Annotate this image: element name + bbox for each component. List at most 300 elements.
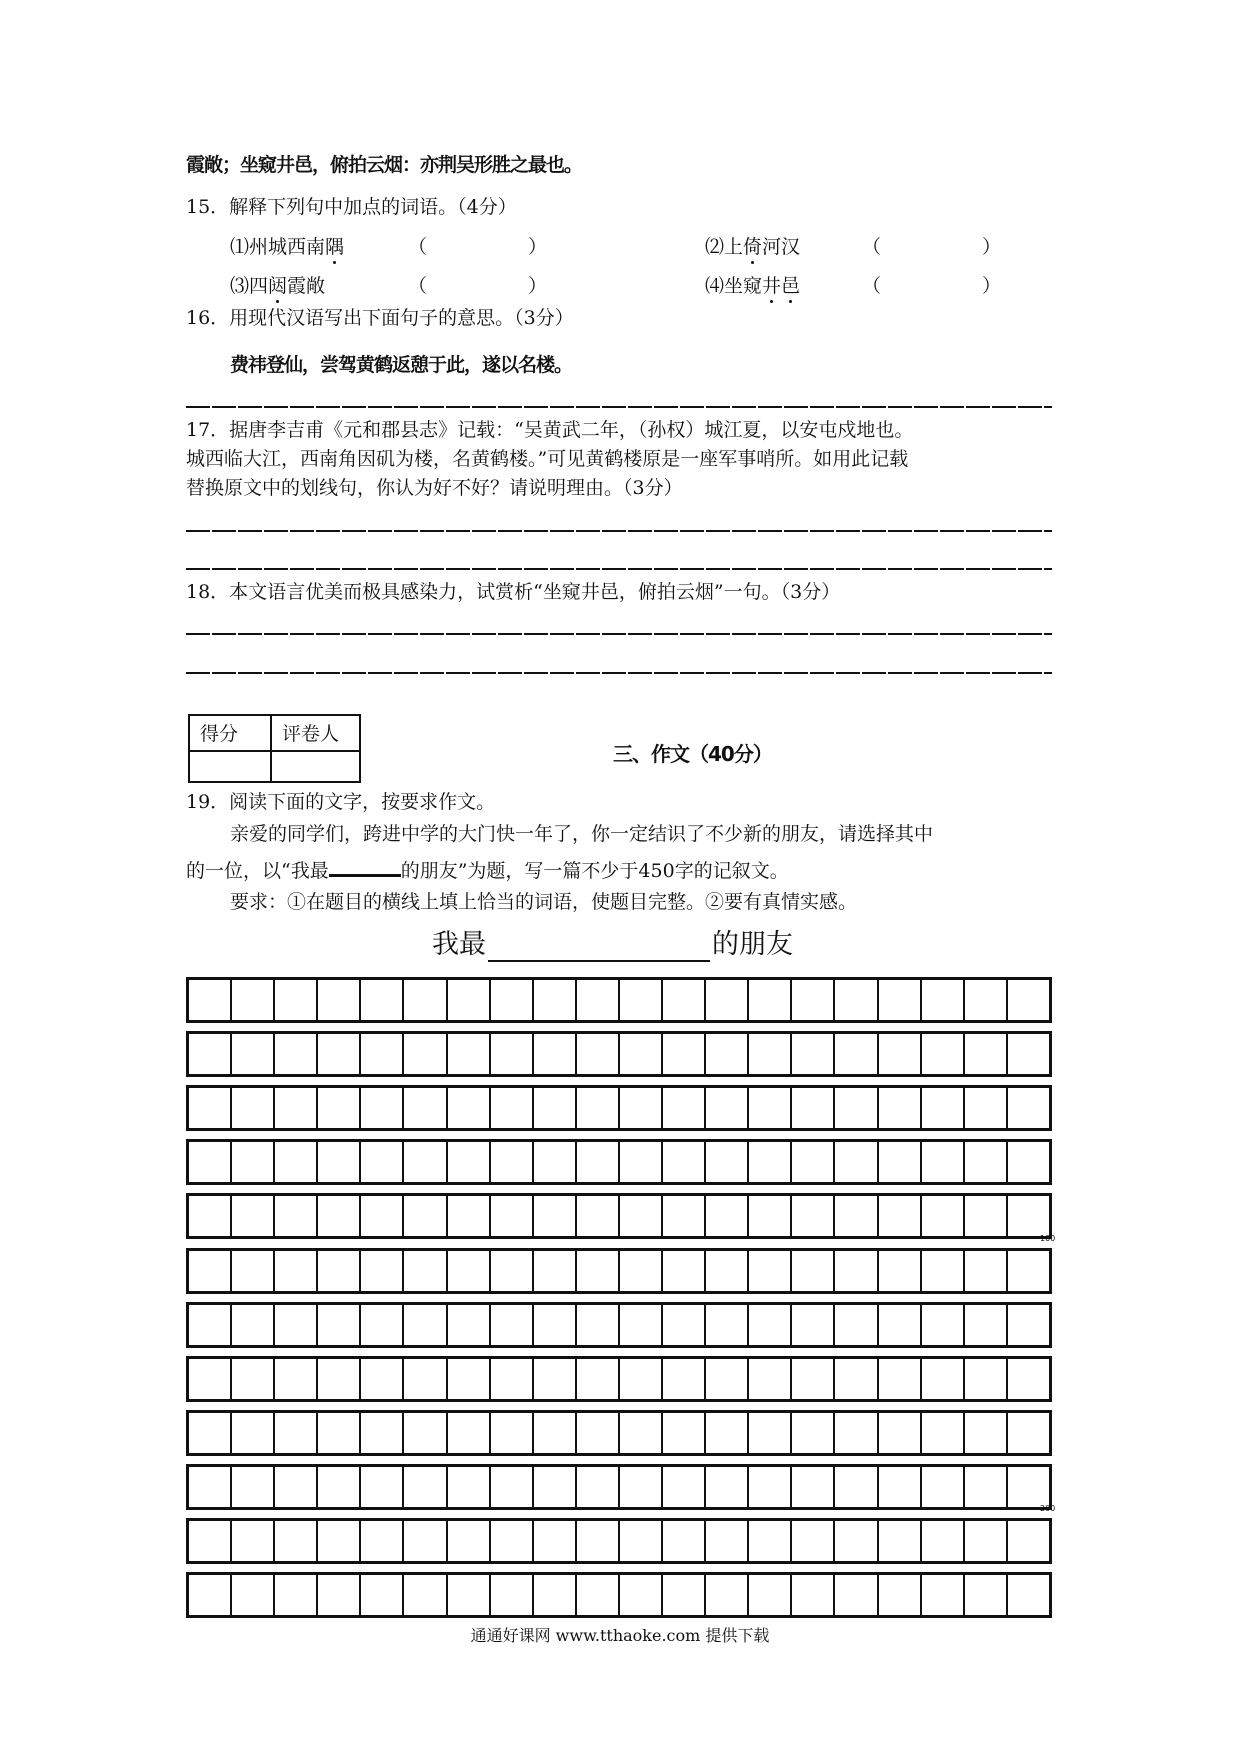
- grid-cell[interactable]: [792, 1196, 835, 1236]
- grid-cell[interactable]: [232, 1467, 275, 1507]
- q17-line-3: 替换原文中的划线句，你认为好不好？请说明理由。（3分）: [186, 477, 683, 499]
- grid-cell[interactable]: [835, 1251, 878, 1291]
- grid-cell[interactable]: [448, 1467, 491, 1507]
- grid-cell[interactable]: [706, 1305, 749, 1345]
- grid-cell[interactable]: [232, 1251, 275, 1291]
- grid-cell[interactable]: [965, 980, 1008, 1020]
- grid-cell[interactable]: [577, 1251, 620, 1291]
- q16-sentence: 费祎登仙，尝驾黄鹤返憩于此，遂以名楼。: [230, 354, 573, 376]
- grid-cell[interactable]: [706, 1413, 749, 1453]
- grid-cell[interactable]: [534, 1142, 577, 1182]
- grid-cell[interactable]: [965, 1251, 1008, 1291]
- footer-credit: 通通好课网 www.tthaoke.com 提供下载: [470, 1626, 770, 1645]
- grid-cell[interactable]: [448, 1575, 491, 1615]
- grid-cell[interactable]: [1008, 1521, 1049, 1561]
- grid-row: [186, 977, 1052, 1023]
- grid-cell[interactable]: [835, 1088, 878, 1128]
- grid-cell[interactable]: [706, 1034, 749, 1074]
- grid-cell[interactable]: [620, 980, 663, 1020]
- grid-cell[interactable]: [879, 1196, 922, 1236]
- q15-answer-4[interactable]: [884, 271, 979, 299]
- grid-cell[interactable]: [663, 1305, 706, 1345]
- essay-title-blank[interactable]: [488, 934, 710, 962]
- grid-cell[interactable]: [577, 1196, 620, 1236]
- grid-cell[interactable]: [620, 1521, 663, 1561]
- grid-cell[interactable]: [749, 1196, 792, 1236]
- grid-cell[interactable]: [922, 1575, 965, 1615]
- grid-cell[interactable]: [965, 1034, 1008, 1074]
- grid-cell[interactable]: [404, 1467, 447, 1507]
- grid-cell[interactable]: [835, 1196, 878, 1236]
- grid-cell[interactable]: [749, 1575, 792, 1615]
- grid-cell[interactable]: [404, 1034, 447, 1074]
- q15-item-4: [705, 274, 800, 298]
- grid-cell[interactable]: [189, 1575, 232, 1615]
- grid-cell[interactable]: [879, 1359, 922, 1399]
- grid-cell[interactable]: [620, 1196, 663, 1236]
- item-number: ⑶: [230, 275, 250, 297]
- grid-cell[interactable]: [1008, 1305, 1049, 1345]
- section-title: 三、作文（40分）: [613, 742, 772, 766]
- grid-cell[interactable]: [706, 1088, 749, 1128]
- grid-cell[interactable]: [620, 1088, 663, 1128]
- grid-cell[interactable]: [232, 1196, 275, 1236]
- grid-cell[interactable]: [361, 980, 404, 1020]
- q17-answer-line-1[interactable]: [186, 530, 1052, 532]
- grid-cell[interactable]: [879, 1467, 922, 1507]
- grid-cell[interactable]: [361, 1467, 404, 1507]
- grid-cell[interactable]: [835, 1034, 878, 1074]
- grid-cell[interactable]: [620, 1305, 663, 1345]
- grid-cell[interactable]: [706, 1251, 749, 1291]
- grid-cell[interactable]: [577, 1088, 620, 1128]
- grid-cell[interactable]: [835, 1521, 878, 1561]
- item-text: 上: [724, 236, 744, 258]
- emphasized-char: 倚: [743, 236, 763, 258]
- grid-cell[interactable]: [232, 1305, 275, 1345]
- grid-cell[interactable]: [275, 1575, 318, 1615]
- grid-cell[interactable]: [448, 1196, 491, 1236]
- grid-cell[interactable]: [534, 1196, 577, 1236]
- grid-cell[interactable]: [749, 1142, 792, 1182]
- grid-cell[interactable]: [922, 1413, 965, 1453]
- grid-cell[interactable]: [232, 1034, 275, 1074]
- grid-cell[interactable]: [879, 1088, 922, 1128]
- q19-requirement: 要求：①在题目的横线上填上恰当的词语，使题目完整。②要有真情实感。: [230, 891, 858, 913]
- grid-cell[interactable]: [620, 1575, 663, 1615]
- grid-cell[interactable]: [749, 1521, 792, 1561]
- grid-cell[interactable]: [706, 1467, 749, 1507]
- grid-cell[interactable]: [361, 1521, 404, 1561]
- grid-cell[interactable]: [491, 1196, 534, 1236]
- grid-cell[interactable]: [448, 1034, 491, 1074]
- grid-cell[interactable]: [965, 1575, 1008, 1615]
- grid-cell[interactable]: [361, 1088, 404, 1128]
- q16-answer-line[interactable]: [186, 406, 1052, 408]
- q18-answer-line-2[interactable]: [186, 672, 1052, 674]
- grid-cell[interactable]: [749, 1034, 792, 1074]
- grid-cell[interactable]: [361, 1034, 404, 1074]
- grid-cell[interactable]: [749, 1467, 792, 1507]
- essay-title-text: 的朋友: [712, 929, 793, 960]
- grid-cell[interactable]: [491, 1467, 534, 1507]
- grid-cell[interactable]: [835, 1413, 878, 1453]
- grid-cell[interactable]: [663, 1088, 706, 1128]
- grid-cell[interactable]: [1008, 1575, 1049, 1615]
- grid-cell[interactable]: [534, 1413, 577, 1453]
- grid-cell[interactable]: [792, 980, 835, 1020]
- grid-row: [186, 1139, 1052, 1185]
- grid-cell[interactable]: [491, 1521, 534, 1561]
- grid-cell[interactable]: [749, 1305, 792, 1345]
- grid-cell[interactable]: [275, 1467, 318, 1507]
- grid-cell[interactable]: [879, 980, 922, 1020]
- grid-row: [186, 1248, 1052, 1294]
- grid-cell[interactable]: [189, 980, 232, 1020]
- grid-cell[interactable]: [922, 1305, 965, 1345]
- grid-cell[interactable]: [792, 1359, 835, 1399]
- grid-cell[interactable]: [663, 1413, 706, 1453]
- grid-cell[interactable]: [534, 1088, 577, 1128]
- grid-cell[interactable]: [577, 1034, 620, 1074]
- score-table: [188, 714, 361, 783]
- emphasized-char: 邑: [781, 275, 801, 297]
- grid-cell[interactable]: [577, 1413, 620, 1453]
- grid-cell[interactable]: [361, 1413, 404, 1453]
- grid-cell[interactable]: [620, 1413, 663, 1453]
- grid-cell[interactable]: [835, 1142, 878, 1182]
- grid-cell[interactable]: [361, 1305, 404, 1345]
- grid-row: [186, 1302, 1052, 1348]
- grid-cell[interactable]: [792, 1251, 835, 1291]
- grid-cell[interactable]: [189, 1521, 232, 1561]
- grid-cell[interactable]: [706, 1196, 749, 1236]
- q15-answer-2[interactable]: [884, 232, 979, 260]
- grid-cell[interactable]: [922, 1359, 965, 1399]
- grid-cell[interactable]: [706, 1575, 749, 1615]
- grid-cell[interactable]: [318, 1305, 361, 1345]
- grid-cell[interactable]: [663, 1196, 706, 1236]
- grid-cell[interactable]: [879, 1251, 922, 1291]
- grid-cell[interactable]: [706, 1521, 749, 1561]
- grid-cell[interactable]: [534, 1305, 577, 1345]
- grid-cell[interactable]: [318, 1467, 361, 1507]
- grid-cell[interactable]: [361, 1575, 404, 1615]
- q15-item-2-paren-open: （: [862, 236, 882, 258]
- grid-cell[interactable]: [922, 1521, 965, 1561]
- grid-cell[interactable]: [491, 980, 534, 1020]
- emphasized-char: 井: [762, 275, 782, 297]
- grid-cell[interactable]: [404, 1305, 447, 1345]
- grid-cell[interactable]: [663, 1142, 706, 1182]
- grid-cell[interactable]: [922, 1088, 965, 1128]
- grid-cell[interactable]: [663, 1521, 706, 1561]
- grid-row: [186, 1356, 1052, 1402]
- grid-cell[interactable]: [189, 1142, 232, 1182]
- q15-item-1-paren-open: （: [408, 236, 428, 258]
- grid-cell[interactable]: [879, 1575, 922, 1615]
- grid-cell[interactable]: [663, 1467, 706, 1507]
- grid-cell[interactable]: [318, 1413, 361, 1453]
- grid-cell[interactable]: [189, 1305, 232, 1345]
- q19-prompt: 19．阅读下面的文字，按要求作文。: [186, 791, 496, 813]
- grid-cell[interactable]: [879, 1413, 922, 1453]
- grid-cell[interactable]: [361, 1359, 404, 1399]
- item-text: 州城西南: [249, 236, 326, 258]
- essay-title-text: 我最: [432, 929, 486, 960]
- grid-cell[interactable]: [749, 1413, 792, 1453]
- grid-cell[interactable]: [275, 1034, 318, 1074]
- grid-cell[interactable]: [577, 1305, 620, 1345]
- grid-cell[interactable]: [534, 1467, 577, 1507]
- grid-cell[interactable]: [404, 1575, 447, 1615]
- grid-cell[interactable]: [491, 1251, 534, 1291]
- grid-cell[interactable]: [965, 1467, 1008, 1507]
- q15-item-3-paren-close: ）: [528, 275, 548, 297]
- grid-cell[interactable]: [965, 1305, 1008, 1345]
- grid-cell[interactable]: [577, 1467, 620, 1507]
- grid-cell[interactable]: [318, 980, 361, 1020]
- grid-cell[interactable]: [1008, 1034, 1049, 1074]
- grid-cell[interactable]: [448, 1359, 491, 1399]
- grid-cell[interactable]: [275, 1088, 318, 1128]
- grid-cell[interactable]: [965, 1359, 1008, 1399]
- grid-cell[interactable]: [965, 1088, 1008, 1128]
- grid-cell[interactable]: [534, 1251, 577, 1291]
- grid-cell[interactable]: [1008, 1359, 1049, 1399]
- grid-cell[interactable]: [879, 1034, 922, 1074]
- grid-cell[interactable]: [275, 980, 318, 1020]
- grid-cell[interactable]: [922, 980, 965, 1020]
- grid-cell[interactable]: [491, 1359, 534, 1399]
- grid-cell[interactable]: [404, 1196, 447, 1236]
- grid-cell[interactable]: [361, 1142, 404, 1182]
- grid-cell[interactable]: [404, 1251, 447, 1291]
- passage-tail: 霞敞；坐窥井邑，俯拍云烟：亦荆吴形胜之最也。: [186, 154, 583, 176]
- grid-cell[interactable]: [404, 980, 447, 1020]
- grader-cell[interactable]: [272, 752, 359, 783]
- grid-cell[interactable]: [189, 1467, 232, 1507]
- para-text: 的一位，以“我最: [186, 860, 329, 882]
- grid-cell[interactable]: [189, 1196, 232, 1236]
- q19-para-1: 亲爱的同学们，跨进中学的大门快一年了，你一定结识了不少新的朋友，请选择其中: [230, 823, 934, 845]
- grid-cell[interactable]: [448, 1521, 491, 1561]
- q15-item-2-paren-close: ）: [982, 236, 1002, 258]
- grid-cell[interactable]: [792, 1521, 835, 1561]
- grid-cell[interactable]: [275, 1413, 318, 1453]
- grid-cell[interactable]: [749, 1359, 792, 1399]
- item-text: 霞敞: [287, 275, 326, 297]
- grid-cell[interactable]: [404, 1359, 447, 1399]
- grid-cell[interactable]: [534, 1359, 577, 1399]
- grid-cell[interactable]: [318, 1088, 361, 1128]
- grid-cell[interactable]: [792, 1413, 835, 1453]
- grid-cell[interactable]: [275, 1359, 318, 1399]
- grid-cell[interactable]: [663, 1034, 706, 1074]
- grid-cell[interactable]: [275, 1196, 318, 1236]
- grid-cell[interactable]: [534, 1034, 577, 1074]
- grid-cell[interactable]: [232, 1575, 275, 1615]
- item-text: 四: [249, 275, 269, 297]
- grid-cell[interactable]: [965, 1142, 1008, 1182]
- q15-answer-3[interactable]: [430, 271, 525, 299]
- grid-cell[interactable]: [1008, 1142, 1049, 1182]
- grid-cell[interactable]: [491, 1034, 534, 1074]
- grid-cell[interactable]: [318, 1575, 361, 1615]
- grid-cell[interactable]: [1008, 1467, 1049, 1507]
- grid-cell[interactable]: [448, 1251, 491, 1291]
- grid-cell[interactable]: [404, 1521, 447, 1561]
- grid-cell[interactable]: [965, 1413, 1008, 1453]
- grid-cell[interactable]: [318, 1142, 361, 1182]
- grid-cell[interactable]: [318, 1359, 361, 1399]
- q17-line-2: 城西临大江，西南角因矶为楼，名黄鹤楼。”可见黄鹤楼原是一座军事哨所。如用此记载: [186, 448, 909, 470]
- grid-cell[interactable]: [534, 1575, 577, 1615]
- q15-item-2: [705, 235, 800, 259]
- score-cell[interactable]: [190, 752, 270, 783]
- grid-cell[interactable]: [448, 980, 491, 1020]
- grid-cell[interactable]: [1008, 1196, 1049, 1236]
- grid-cell[interactable]: [577, 1575, 620, 1615]
- grid-cell[interactable]: [318, 1034, 361, 1074]
- grid-cell[interactable]: [835, 1359, 878, 1399]
- grid-cell[interactable]: [965, 1521, 1008, 1561]
- grid-cell[interactable]: [577, 1521, 620, 1561]
- grid-cell[interactable]: [491, 1413, 534, 1453]
- grid-cell[interactable]: [232, 1359, 275, 1399]
- grid-cell[interactable]: [275, 1251, 318, 1291]
- grid-cell[interactable]: [404, 1142, 447, 1182]
- grid-cell[interactable]: [792, 1034, 835, 1074]
- q19-para-2: [186, 856, 789, 883]
- grid-cell[interactable]: [232, 980, 275, 1020]
- grid-cell[interactable]: [620, 1142, 663, 1182]
- grid-cell[interactable]: [749, 1251, 792, 1291]
- grid-cell[interactable]: [879, 1521, 922, 1561]
- grid-cell[interactable]: [404, 1413, 447, 1453]
- q17-answer-line-2[interactable]: [186, 568, 1052, 570]
- grid-cell[interactable]: [792, 1467, 835, 1507]
- grid-cell[interactable]: [448, 1305, 491, 1345]
- grid-cell[interactable]: [835, 1467, 878, 1507]
- grid-cell[interactable]: [1008, 1251, 1049, 1291]
- grid-cell[interactable]: [577, 1359, 620, 1399]
- grid-cell[interactable]: [491, 1305, 534, 1345]
- grid-cell[interactable]: [577, 980, 620, 1020]
- grid-cell[interactable]: [448, 1088, 491, 1128]
- grid-cell[interactable]: [706, 1359, 749, 1399]
- grid-row: [186, 1193, 1052, 1239]
- grid-cell[interactable]: [620, 1034, 663, 1074]
- grid-cell[interactable]: [318, 1521, 361, 1561]
- grid-cell[interactable]: [491, 1575, 534, 1615]
- grid-cell[interactable]: [577, 1142, 620, 1182]
- q15-item-1-paren-close: ）: [528, 236, 548, 258]
- grid-cell[interactable]: [663, 1251, 706, 1291]
- grid-cell[interactable]: [232, 1521, 275, 1561]
- grid-cell[interactable]: [275, 1305, 318, 1345]
- grid-cell[interactable]: [232, 1088, 275, 1128]
- grid-cell[interactable]: [275, 1521, 318, 1561]
- grid-cell[interactable]: [232, 1413, 275, 1453]
- grid-cell[interactable]: [620, 1251, 663, 1291]
- grid-cell[interactable]: [749, 980, 792, 1020]
- grid-cell[interactable]: [835, 980, 878, 1020]
- grid-cell[interactable]: [879, 1142, 922, 1182]
- q15-item-4-paren-close: ）: [982, 275, 1002, 297]
- grid-cell[interactable]: [491, 1088, 534, 1128]
- grid-row: [186, 1085, 1052, 1131]
- grid-cell[interactable]: [361, 1251, 404, 1291]
- grid-cell[interactable]: [1008, 1413, 1049, 1453]
- grid-cell[interactable]: [404, 1088, 447, 1128]
- emphasized-char: 隅: [325, 236, 345, 258]
- grid-cell[interactable]: [318, 1196, 361, 1236]
- grid-cell[interactable]: [1008, 980, 1049, 1020]
- grid-cell[interactable]: [663, 1359, 706, 1399]
- grid-cell[interactable]: [275, 1142, 318, 1182]
- grid-cell[interactable]: [189, 1088, 232, 1128]
- grid-cell[interactable]: [620, 1467, 663, 1507]
- count-marker-200: 200: [1040, 1504, 1056, 1513]
- grid-cell[interactable]: [534, 1521, 577, 1561]
- grid-cell[interactable]: [448, 1142, 491, 1182]
- grid-cell[interactable]: [189, 1359, 232, 1399]
- grid-cell[interactable]: [792, 1305, 835, 1345]
- grid-cell[interactable]: [663, 980, 706, 1020]
- grid-cell[interactable]: [189, 1251, 232, 1291]
- grid-cell[interactable]: [749, 1088, 792, 1128]
- grid-cell[interactable]: [922, 1196, 965, 1236]
- q15-item-3-paren-open: （: [408, 275, 428, 297]
- grid-cell[interactable]: [189, 1034, 232, 1074]
- grader-header: 评卷人: [282, 723, 340, 745]
- grid-cell[interactable]: [922, 1251, 965, 1291]
- q15-item-4-paren-open: （: [862, 275, 882, 297]
- q18-answer-line-1[interactable]: [186, 633, 1052, 635]
- grid-cell[interactable]: [835, 1305, 878, 1345]
- grid-cell[interactable]: [706, 1142, 749, 1182]
- grid-cell[interactable]: [706, 980, 749, 1020]
- q15-item-3: [230, 274, 325, 298]
- grid-cell[interactable]: [879, 1305, 922, 1345]
- grid-cell[interactable]: [792, 1142, 835, 1182]
- grid-cell[interactable]: [448, 1413, 491, 1453]
- score-header: 得分: [200, 723, 239, 745]
- q15-answer-1[interactable]: [430, 232, 525, 260]
- grid-cell[interactable]: [792, 1088, 835, 1128]
- grid-cell[interactable]: [232, 1142, 275, 1182]
- grid-cell[interactable]: [922, 1467, 965, 1507]
- grid-cell[interactable]: [620, 1359, 663, 1399]
- essay-title: [432, 928, 793, 962]
- grid-cell[interactable]: [1008, 1088, 1049, 1128]
- grid-cell[interactable]: [922, 1142, 965, 1182]
- count-marker-100: 100: [1040, 1234, 1056, 1243]
- grid-cell[interactable]: [922, 1034, 965, 1074]
- grid-cell[interactable]: [663, 1575, 706, 1615]
- grid-cell[interactable]: [491, 1142, 534, 1182]
- grid-cell[interactable]: [792, 1575, 835, 1615]
- grid-cell[interactable]: [965, 1196, 1008, 1236]
- grid-row: [186, 1410, 1052, 1456]
- grid-cell[interactable]: [189, 1413, 232, 1453]
- item-text: 坐窥: [724, 275, 763, 297]
- grid-cell[interactable]: [318, 1251, 361, 1291]
- grid-cell[interactable]: [835, 1575, 878, 1615]
- grid-cell[interactable]: [361, 1196, 404, 1236]
- grid-cell[interactable]: [534, 980, 577, 1020]
